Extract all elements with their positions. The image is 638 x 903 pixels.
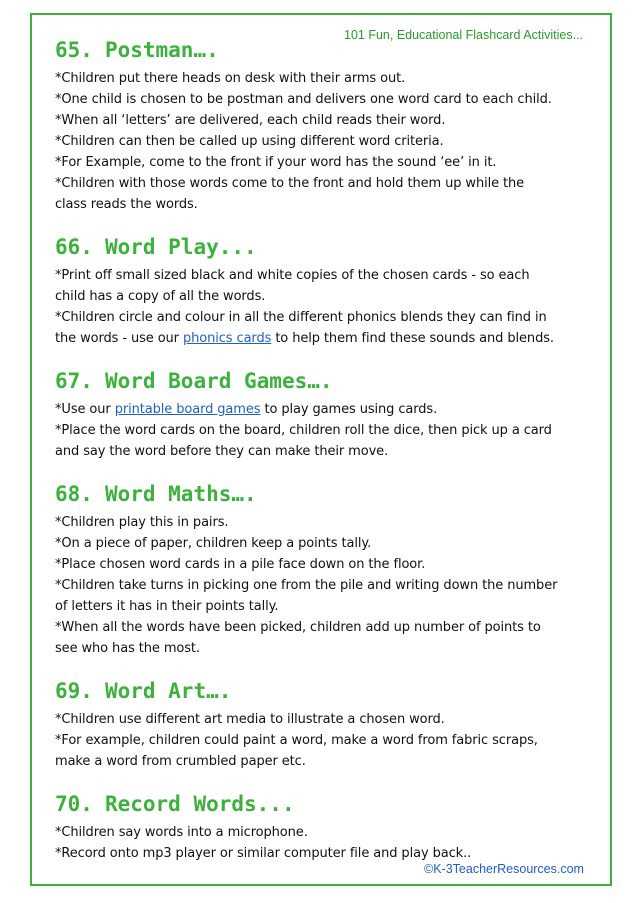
activity-line: *For Example, come to the front if your word has the sound ‘ee’ in it. <box>55 155 497 170</box>
activity-line: *For example, children could paint a word, make a word from fabric scraps, <box>55 733 538 748</box>
activity-line-with-link <box>55 399 615 420</box>
activity-line: *On a piece of paper, children keep a points tally. <box>55 536 372 551</box>
activity-section-70 <box>55 790 615 864</box>
activity-line: *Place chosen word cards in a pile face down on the floor. <box>55 557 426 572</box>
activity-title: Postman…. <box>104 38 219 62</box>
line-text: to help them find these sounds and blends. <box>271 331 554 346</box>
activity-heading <box>55 480 615 508</box>
activity-line: *Children use different art media to illustrate a chosen word. <box>55 712 445 727</box>
activity-number: 67. <box>55 369 93 393</box>
activity-heading <box>55 233 615 261</box>
activity-heading <box>55 36 615 64</box>
activity-section-65 <box>55 36 615 215</box>
activity-heading <box>55 790 615 818</box>
activity-title: Word Art…. <box>104 679 232 703</box>
activity-line: *Print off small sized black and white copies of the chosen cards - so each <box>55 268 530 283</box>
activity-line: *Children take turns in picking one from the pile and writing down the number <box>55 578 558 593</box>
activity-title: Word Board Games…. <box>104 369 333 393</box>
activity-number: 65. <box>55 38 93 62</box>
activity-title: Record Words... <box>104 792 295 816</box>
activity-line: *When all the words have been picked, children add up number of points to <box>55 620 541 635</box>
activity-list <box>55 36 615 882</box>
activity-heading <box>55 367 615 395</box>
activity-section-68 <box>55 480 615 659</box>
activity-line: *When all ‘letters’ are delivered, each child reads their word. <box>55 113 446 128</box>
document-header: 101 Fun, Educational Flashcard Activities... <box>344 28 584 42</box>
activity-section-66 <box>55 233 615 349</box>
phonics-cards-link[interactable]: phonics cards <box>182 331 272 346</box>
activity-line: see who has the most. <box>55 641 200 656</box>
activity-number: 69. <box>55 679 93 703</box>
activity-line: class reads the words. <box>55 197 198 212</box>
activity-line-with-link <box>55 328 615 349</box>
printable-board-games-link[interactable]: printable board games <box>114 402 261 417</box>
activity-title: Word Maths…. <box>104 482 257 506</box>
copyright-footer: ©K-3TeacherResources.com <box>424 862 584 876</box>
line-text: *Use our <box>55 402 115 417</box>
line-text: to play games using cards. <box>260 402 438 417</box>
activity-line: *Place the word cards on the board, children roll the dice, then pick up a card <box>55 423 552 438</box>
activity-line: *Children can then be called up using different word criteria. <box>55 134 444 149</box>
activity-line: *Children with those words come to the front and hold them up while the <box>55 176 525 191</box>
line-text: the words - use our <box>55 331 183 346</box>
activity-line: of letters it has in their points tally. <box>55 599 279 614</box>
activity-line: *Children circle and colour in all the different phonics blends they can find in <box>55 310 547 325</box>
activity-line: and say the word before they can make their move. <box>55 444 389 459</box>
activity-line: child has a copy of all the words. <box>55 289 266 304</box>
activity-line: *One child is chosen to be postman and delivers one word card to each child. <box>55 92 552 107</box>
activity-line: *Children put there heads on desk with their arms out. <box>55 71 406 86</box>
activity-section-69 <box>55 677 615 772</box>
activity-line: *Children play this in pairs. <box>55 515 229 530</box>
activity-title: Word Play... <box>104 235 257 259</box>
activity-number: 70. <box>55 792 93 816</box>
activity-line: *Children say words into a microphone. <box>55 825 308 840</box>
activity-heading <box>55 677 615 705</box>
activity-number: 66. <box>55 235 93 259</box>
activity-line: *Record onto mp3 player or similar computer file and play back.. <box>55 846 472 861</box>
activity-section-67 <box>55 367 615 462</box>
activity-line: make a word from crumbled paper etc. <box>55 754 306 769</box>
activity-number: 68. <box>55 482 93 506</box>
